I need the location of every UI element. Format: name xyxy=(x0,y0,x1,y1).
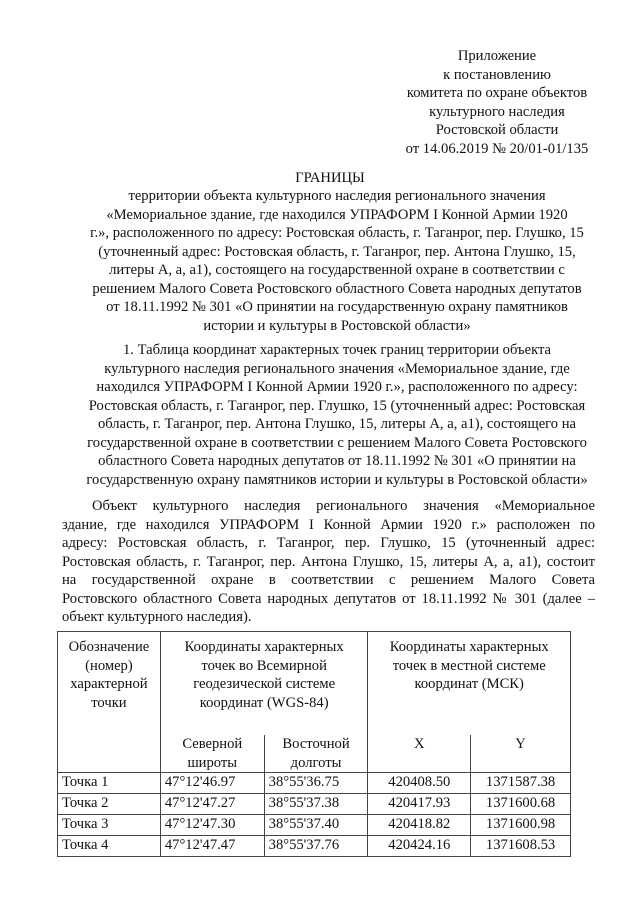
section-line: 1. Таблица координат характерных точек границ территории объекта xyxy=(122,342,551,358)
lat-cell: 47°12'47.47 xyxy=(160,836,264,857)
paragraph-line: объект культурного наследия). xyxy=(62,609,252,625)
table-row xyxy=(58,836,571,857)
x-cell: 420424.16 xyxy=(368,836,471,857)
header-wgs-cell xyxy=(160,632,368,736)
section-line: культурного наследия регионального значения «Мемориальное здание, где xyxy=(104,360,570,377)
section-line: областного Совета народных депутатов от 18.11.1992 № 301 «О принятии на xyxy=(98,453,576,469)
paragraph-line: Ростовская область, г. Таганрог, пер. Антона Глушко, 15, литеры А, а, а1), состоит xyxy=(62,553,595,570)
subheader-y: Y xyxy=(471,735,571,773)
point-cell: Точка 2 xyxy=(58,794,161,815)
section-line: Ростовская область, г. Таганрог, пер. Глушко, 15 (уточненный адрес: Ростовская xyxy=(88,397,586,414)
subheader-text: Восточной xyxy=(282,736,350,752)
header-point-cell xyxy=(58,632,161,773)
appendix-line: Ростовской области xyxy=(435,122,559,138)
lon-cell: 38°55'37.76 xyxy=(264,836,368,857)
header-text: Координаты характерных xyxy=(184,639,344,655)
lon-cell: 38°55'36.75 xyxy=(264,773,368,794)
paragraph-line: Ростовского областного Совета народных депутатов от 18.11.1992 № 301 (далее – xyxy=(62,590,595,607)
body-paragraph xyxy=(62,497,595,627)
header-text: характерной xyxy=(70,676,148,692)
y-cell: 1371600.68 xyxy=(471,794,571,815)
section-line: государственную охрану памятников истории и культуры в Ростовской области» xyxy=(86,471,588,488)
header-text: Обозначение xyxy=(68,639,150,655)
subtitle-line: территории объекта культурного наследия регионального значения xyxy=(128,188,546,204)
subtitle-line: «Мемориальное здание, где находился УПРАФОРМ I Конной Армии 1920 xyxy=(106,206,568,223)
x-cell: 420408.50 xyxy=(368,773,471,794)
document-title: ГРАНИЦЫ xyxy=(295,170,365,186)
y-cell: 1371587.38 xyxy=(471,773,571,794)
header-text: (номер) xyxy=(85,657,133,674)
paragraph-line: адресу: Ростовская область, г. Таганрог, пер. Глушко, 15 (уточненный адрес: xyxy=(62,535,595,551)
subtitle-line: литеры А, а, а1), состоящего на государственной охране в соответствии с xyxy=(109,262,565,278)
section-line: находился УПРАФОРМ I Конной Армии 1920 г.», расположенного по адресу: xyxy=(96,379,578,395)
lat-cell: 47°12'47.30 xyxy=(160,815,264,836)
appendix-line: от 14.06.2019 № 20/01-01/135 xyxy=(405,140,589,157)
section-line: область, г. Таганрог, пер. Антона Глушко, 15, литеры А, а, а1), состоящего на xyxy=(97,416,577,432)
paragraph-line: здание, где находился УПРАФОРМ I Конной Армии 1920 г.» расположен по xyxy=(62,516,595,533)
point-cell: Точка 1 xyxy=(58,773,161,794)
paragraph-line: на государственной охране в соответствии с решением Малого Совета xyxy=(62,572,595,588)
point-cell: Точка 3 xyxy=(58,815,161,836)
y-cell: 1371600.98 xyxy=(471,815,571,836)
section-line: государственной охране в соответствии с решением Малого Совета Ростовского xyxy=(87,434,587,451)
x-cell: 420417.93 xyxy=(368,794,471,815)
document-subtitle xyxy=(62,187,612,335)
lat-cell: 47°12'46.97 xyxy=(160,773,264,794)
table-row xyxy=(58,815,571,836)
appendix-line: культурного наследия xyxy=(429,103,565,120)
table-row xyxy=(58,773,571,794)
appendix-line: Приложение xyxy=(457,48,537,64)
subheader-lon xyxy=(264,735,368,773)
point-cell: Точка 4 xyxy=(58,836,161,857)
lon-cell: 38°55'37.38 xyxy=(264,794,368,815)
header-text: Координаты характерных xyxy=(389,639,549,655)
table-row xyxy=(58,794,571,815)
x-cell: 420418.82 xyxy=(368,815,471,836)
header-msk-cell xyxy=(368,632,571,736)
header-text: геодезической системе xyxy=(193,676,336,692)
coordinates-table xyxy=(57,631,571,857)
subtitle-line: от 18.11.1992 № 301 «О принятии на государственную охрану памятников xyxy=(106,299,568,315)
paragraph-line: Объект культурного наследия регионального значения «Мемориальное xyxy=(92,498,595,514)
section-heading xyxy=(62,341,612,489)
lon-cell: 38°55'37.40 xyxy=(264,815,368,836)
subtitle-line: истории и культуры в Ростовской области» xyxy=(203,317,471,334)
subtitle-line: г.», расположенного по адресу: Ростовская область, г. Таганрог, пер. Глушко, 15 xyxy=(90,225,584,241)
lat-cell: 47°12'47.27 xyxy=(160,794,264,815)
header-text: точек в местной системе xyxy=(392,657,546,674)
header-text: точек во Всемирной xyxy=(201,657,327,674)
header-text: координат (WGS-84) xyxy=(199,694,329,711)
subheader-lat xyxy=(160,735,264,773)
y-cell: 1371608.53 xyxy=(471,836,571,857)
subtitle-line: решением Малого Совета Ростовского областного Совета народных депутатов xyxy=(92,280,582,297)
subheader-text: Северной xyxy=(182,736,243,752)
appendix-block xyxy=(392,47,602,158)
appendix-line: комитета по охране объектов xyxy=(406,85,588,101)
header-text: точки xyxy=(91,694,127,711)
appendix-line: к постановлению xyxy=(443,66,551,83)
subheader-text: долготы xyxy=(290,754,342,771)
subheader-text: широты xyxy=(187,754,238,771)
subheader-x: X xyxy=(368,735,471,773)
subtitle-line: (уточненный адрес: Ростовская область, г. Таганрог, пер. Антона Глушко, 15, xyxy=(98,243,576,260)
header-text: координат (МСК) xyxy=(414,676,524,692)
